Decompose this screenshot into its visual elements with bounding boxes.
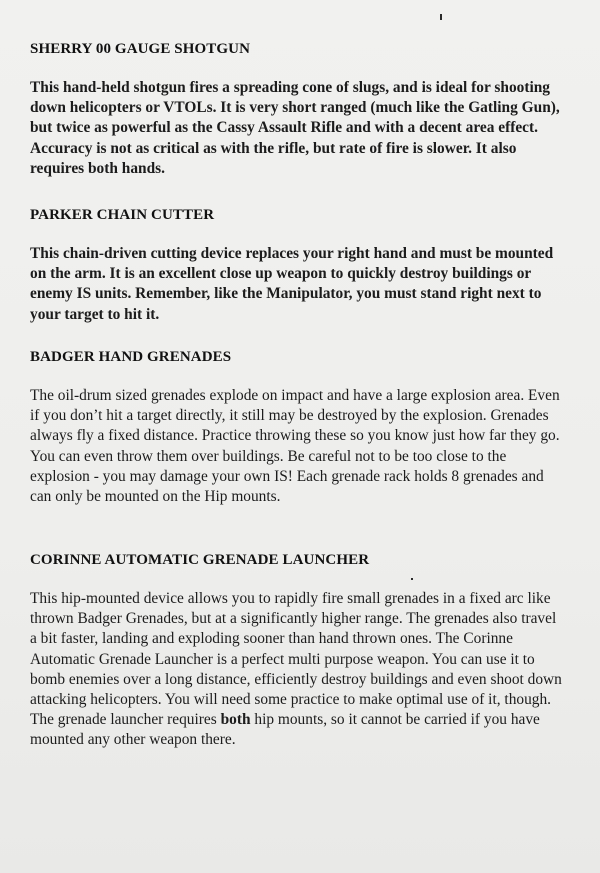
section-body: This chain-driven cutting device replaces your right hand and must be mounted on the arm. It is an excellent close up weapon to quickly destroy buildings or enemy IS units. Remember, like the Manipulator, you must stand right next to your target to hit it. <box>30 245 554 323</box>
section-heading: PARKER CHAIN CUTTER <box>30 207 215 223</box>
body-text: hip mounts, so it cannot be carried if you have mounted any other weapon there. <box>30 711 540 749</box>
section-corinne-launcher <box>30 549 562 751</box>
section-parker-chain-cutter <box>30 204 562 325</box>
body-text: This hip-mounted device allows you to rapidly fire small grenades in a fixed arc like thrown Badger Grenades, but at a significantly higher range. The grenades also travel a bit faster, landing and exploding sooner than hand thrown ones. The Corinne Automatic Grenade Launcher is a perfect multi purpose weapon. You can use it to bomb enemies over a long distance, efficiently destroy buildings and even shoot down attacking helicopters. You will need some practice to make optimal use of it, though. The grenade launcher requires <box>30 590 562 729</box>
section-heading: CORINNE AUTOMATIC GRENADE LAUNCHER <box>30 552 370 568</box>
section-body <box>30 589 562 751</box>
emphasis-text: both <box>220 711 251 729</box>
section-body: The oil-drum sized grenades explode on impact and have a large explosion area. Even if you don’t hit a target directly, it still may be destroyed by the explosion. Grenades always fly a fixed distance. Practice throwing these so you know just how far they go. You can even throw them over buildings. Be careful not to be too close to the explosion - you may damage your own IS! Each grenade rack holds 8 grenades and can only be mounted on the Hip mounts. <box>30 387 560 506</box>
print-speck <box>440 14 442 20</box>
section-badger-grenades <box>30 346 562 507</box>
section-sherry-shotgun <box>30 38 562 179</box>
section-heading: SHERRY 00 GAUGE SHOTGUN <box>30 41 250 57</box>
section-body: This hand-held shotgun fires a spreading cone of slugs, and is ideal for shooting down helicopters or VTOLs. It is very short ranged (much like the Gatling Gun), but twice as powerful as the Cassy Assault Rifle and with a decent area effect. Accuracy is not as critical as with the rifle, but rate of fire is slower. It also requires both hands. <box>30 79 560 177</box>
section-heading: BADGER HAND GRENADES <box>30 349 232 365</box>
